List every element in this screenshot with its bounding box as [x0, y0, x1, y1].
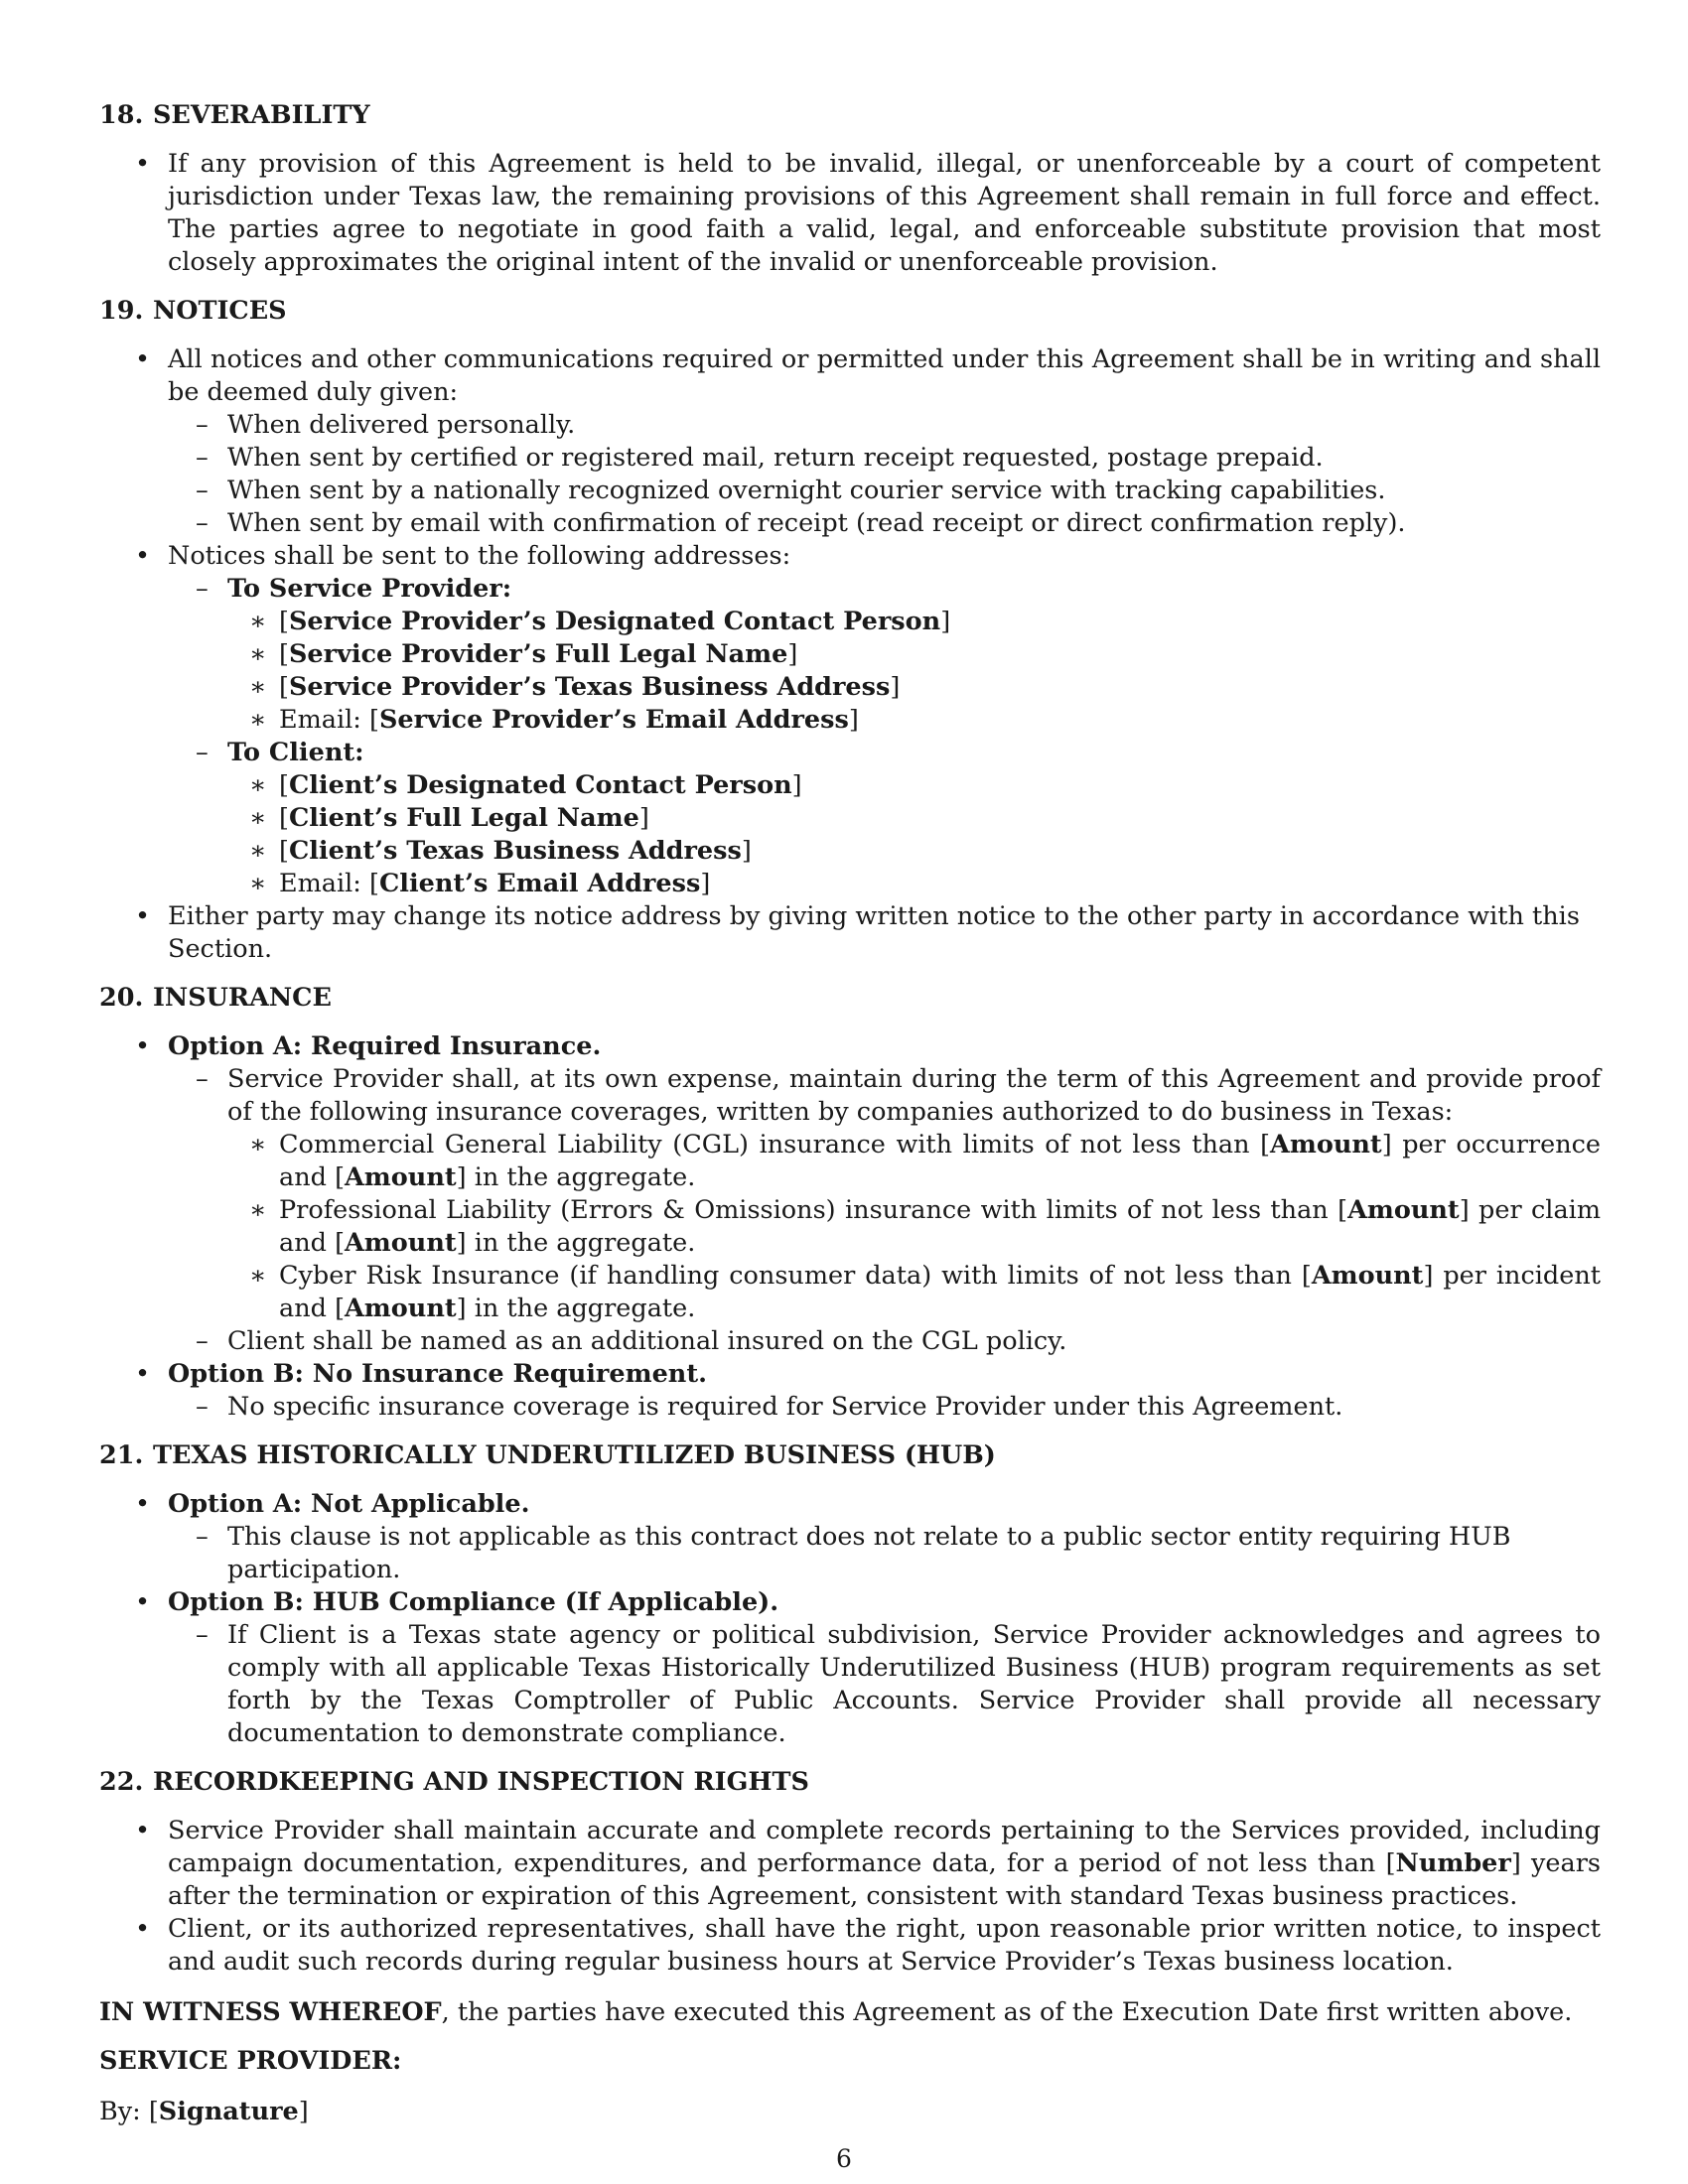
list-item: ∗ [Client’s Designated Contact Person]: [249, 770, 802, 800]
section-21: [99, 1439, 1601, 1750]
list-item: • Option A: Not Applicable. – This clause is not applicable as this contract does not relate to a public sector entity requiring HUB participation.: [99, 1488, 1601, 1586]
list-item: – When sent by email with confirmation of receipt (read receipt or direct confirmation reply).: [196, 508, 1406, 538]
section-title: 18. SEVERABILITY: [99, 100, 370, 130]
section-title: 22. RECORDKEEPING AND INSPECTION RIGHTS: [99, 1767, 809, 1797]
section-20: [99, 982, 1601, 1424]
list-item: • Notices shall be sent to the following addresses: – To Service Provider: ∗ [Service Provider’s Designated Contact Person] ∗ [Service Provider’s Full Legal Name] ∗ [Service Provider’s Texas Business Address] ∗ Email: [Service Provider’s Email Address] – To Client: ∗ [Client’s Designated Contact Person] ∗ [Client’s Full Legal Name] ∗ [Client’s Texas Business Address] ∗ Email: [Client’s Email Address]: [99, 540, 1601, 900]
service-provider-heading: SERVICE PROVIDER:: [99, 2046, 402, 2076]
list-item: • Option B: HUB Compliance (If Applicable). – If Client is a Texas state agency or political subdivision, Service Provider acknowledges and agrees to comply with all applicable Texas Historically Underutilized Business (HUB) program requirements as set forth by the Texas Comptroller of Public Accounts. Service Provider shall provide all necessary documentation to demonstrate compliance.: [135, 1587, 1601, 1748]
witness-statement: IN WITNESS WHEREOF, the parties have executed this Agreement as of the Execution Date first written above.: [99, 1997, 1573, 2027]
list-item: • All notices and other communications required or permitted under this Agreement shall be in writing and shall be deemed duly given: – When delivered personally. – When sent by certified or registered mail, return receipt requested, postage prepaid. – When sent by a nationally recognized overnight courier service with tracking capabilities. – When sent by email with confirmation of receipt (read receipt or direct confirmation reply).: [135, 344, 1601, 538]
list-item: • If any provision of this Agreement is held to be invalid, illegal, or unenforceable by a court of competent jurisdiction under Texas law, the remaining provisions of this Agreement shall remain in full force and effect. The parties agree to negotiate in good faith a valid, legal, and enforceable substitute provision that most closely approximates the original intent of the invalid or unenforceable provision.: [135, 149, 1601, 277]
list-item: ∗ Email: [Client’s Email Address]: [249, 869, 711, 898]
list-item: • Option B: No Insurance Requirement. – No specific insurance coverage is required for Service Provider under this Agreement.: [99, 1358, 1601, 1424]
list-item: ∗ Professional Liability (Errors & Omissions) insurance with limits of not less than [Amount] per claim and [Amount] in the aggregate.: [249, 1195, 1602, 1258]
list-item: – When sent by certified or registered mail, return receipt requested, postage prepaid.: [196, 443, 1324, 473]
section-18: [99, 99, 1601, 279]
list-item: – If Client is a Texas state agency or political subdivision, Service Provider acknowledges and agrees to comply with all applicable Texas Historically Underutilized Business (HUB) program requirements as set forth by the Texas Comptroller of Public Accounts. Service Provider shall provide all necessary documentation to demonstrate compliance.: [196, 1620, 1601, 1748]
list-item: ∗ [Service Provider’s Designated Contact Person]: [249, 607, 951, 636]
list-item: • Service Provider shall maintain accurate and complete records pertaining to the Services provided, including campaign documentation, expenditures, and performance data, for a period of not less than [Number] years after the termination or expiration of this Agreement, consistent with standard Texas business practices.: [135, 1816, 1601, 1911]
list-item: ∗ Cyber Risk Insurance (if handling consumer data) with limits of not less than [Amount] per incident and [Amount] in the aggregate.: [249, 1261, 1601, 1323]
list-item: – Client shall be named as an additional insured on the CGL policy.: [196, 1326, 1067, 1356]
list-item: ∗ Commercial General Liability (CGL) insurance with limits of not less than [Amount] per occurrence and [Amount] in the aggregate.: [249, 1130, 1602, 1192]
list-item: • Client, or its authorized representatives, shall have the right, upon reasonable prior written notice, to inspect and audit such records during regular business hours at Service Provider’s Texas business location.: [135, 1914, 1601, 1977]
list-item: ∗ [Service Provider’s Full Legal Name]: [249, 639, 798, 669]
section-19: [99, 295, 1601, 966]
signature-line: By: [Signature]: [99, 2097, 309, 2126]
list-item: ∗ [Service Provider’s Texas Business Address]: [249, 672, 901, 702]
section-title: 21. TEXAS HISTORICALLY UNDERUTILIZED BUSINESS (HUB): [99, 1440, 996, 1470]
list-item: – Service Provider shall, at its own expense, maintain during the term of this Agreement and provide proof of the following insurance coverages, written by companies authorized to do business in Texas: ∗ Commercial General Liability (CGL) insurance with limits of not less than [Amount] per occurrence and [Amount] in the aggregate. ∗ Professional Liability (Errors & Omissions) insurance with limits of not less than [Amount] per claim and [Amount] in the aggregate. ∗ Cyber Risk Insurance (if handling consumer data) with limits of not less than [Amount] per incident and [Amount] in the aggregate.: [196, 1064, 1602, 1323]
section-title: 20. INSURANCE: [99, 983, 332, 1013]
list-item: ∗ Email: [Service Provider’s Email Address]: [249, 705, 859, 735]
list-item: – No specific insurance coverage is required for Service Provider under this Agreement.: [196, 1392, 1343, 1422]
section-22: [99, 1766, 1601, 1979]
list-item: ∗ [Client’s Full Legal Name]: [249, 803, 649, 833]
list-item: • Either party may change its notice address by giving written notice to the other party in accordance with this Section.: [135, 901, 1580, 964]
list-item: – When sent by a nationally recognized overnight courier service with tracking capabilities.: [196, 476, 1386, 505]
section-title: 19. NOTICES: [99, 296, 287, 326]
list-item: ∗ [Client’s Texas Business Address]: [249, 836, 752, 866]
list-item: – This clause is not applicable as this contract does not relate to a public sector entity requiring HUB participation.: [196, 1522, 1511, 1584]
page-number: 6: [836, 2144, 852, 2173]
list-item: • Option A: Required Insurance. – Service Provider shall, at its own expense, maintain during the term of this Agreement and provide proof of the following insurance coverages, written by companies authorized to do business in Texas: ∗ Commercial General Liability (CGL) insurance with limits of not less than [Amount] per occurrence and [Amount] in the aggregate. ∗ Professional Liability (Errors & Omissions) insurance with limits of not less than [Amount] per claim and [Amount] in the aggregate. ∗ Cyber Risk Insurance (if handling consumer data) with limits of not less than [Amount] per incident and [Amount] in the aggregate. – Client shall be named as an additional insured on the CGL policy.: [135, 1031, 1602, 1356]
document-page: [99, 99, 1601, 2128]
list-item: – When delivered personally.: [196, 410, 576, 440]
list-item: – To Service Provider: ∗ [Service Provider’s Designated Contact Person] ∗ [Service Provider’s Full Legal Name] ∗ [Service Provider’s Texas Business Address] ∗ Email: [Service Provider’s Email Address]: [168, 573, 1601, 737]
list-item: – To Client: ∗ [Client’s Designated Contact Person] ∗ [Client’s Full Legal Name] ∗ [Client’s Texas Business Address] ∗ Email: [Client’s Email Address]: [168, 737, 1601, 900]
